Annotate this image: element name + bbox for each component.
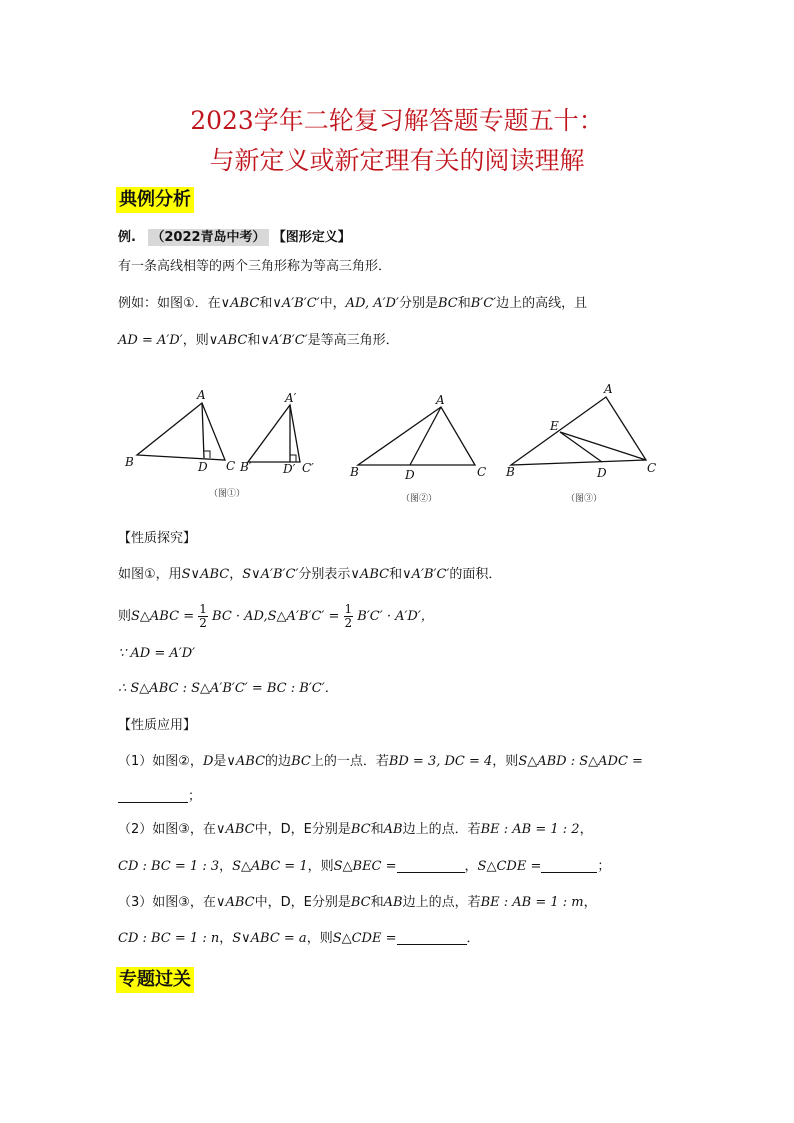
explore-l2-eq1: = xyxy=(183,609,195,624)
q2-and: 和 xyxy=(370,822,384,837)
fig1-label-d-prime: D′ xyxy=(283,462,296,476)
fig3-label-d: D xyxy=(597,466,607,480)
q2-cd-bc: CD : BC = 1 : 3 xyxy=(118,859,220,874)
explore-l1-t1: ∨ABC xyxy=(350,567,390,582)
q3-equation: BE : AB = 1 : m xyxy=(480,895,584,910)
q2-c: 分别是 xyxy=(311,822,351,837)
fraction-denominator: 2 xyxy=(199,616,207,630)
fig3-label-a: A xyxy=(604,382,613,396)
fig1-caption: （图①） xyxy=(209,489,246,499)
fig2-segment-ad xyxy=(410,407,441,465)
q1-triangle: ∨ABC xyxy=(226,754,266,769)
example-tag: 【图形定义】 xyxy=(272,230,351,245)
explore-l2-eq2: = xyxy=(328,609,340,624)
ex-zhong: 中， xyxy=(319,296,346,311)
explore-l1-a: 如图①，用 xyxy=(118,567,182,582)
q1-end: ； xyxy=(188,789,202,804)
question-3-line-2 xyxy=(118,929,480,949)
section-heading-special-topic: 专题过关 xyxy=(116,967,194,993)
q3-a: （3）如图③，在 xyxy=(118,895,216,910)
q1-a: （1）如图②， xyxy=(118,754,203,769)
figure-1 xyxy=(137,403,300,462)
eq-triangle-2: ∨A′B′C′ xyxy=(260,333,308,348)
q3-comma: ， xyxy=(583,895,597,910)
fig2-label-b: B xyxy=(350,465,359,479)
q2-bc: BC xyxy=(350,822,371,837)
explore-line-2 xyxy=(118,603,434,631)
fig1-altitude-ad xyxy=(202,403,204,458)
fig1-label-c: C xyxy=(226,459,236,473)
fraction-one-half xyxy=(198,603,208,630)
fig1-label-c-prime: C′ xyxy=(302,461,314,475)
fig3-label-e: E xyxy=(550,419,559,433)
explore-l2-then: 则 xyxy=(118,609,132,624)
fig3-segment-ed xyxy=(560,432,602,462)
q1-e: 上的一点．若 xyxy=(310,754,389,769)
q3-area-cde: S△CDE = xyxy=(332,931,397,946)
fig1-label-d: D xyxy=(198,460,208,474)
q3-l2-sep: ， xyxy=(219,931,233,946)
fraction-numerator: 1 xyxy=(199,602,207,616)
example-source-badge: （2022青岛中考） xyxy=(148,229,268,246)
ex-mid: 分别是 xyxy=(398,296,438,311)
q2-l2-end: ； xyxy=(597,859,611,874)
q3-bc: BC xyxy=(350,895,371,910)
q3-cd-bc: CD : BC = 1 : n xyxy=(118,931,220,946)
fig1-label-a-prime: A′ xyxy=(285,391,297,405)
q3-and: 和 xyxy=(370,895,384,910)
eq-ad: AD = A′D′ xyxy=(118,333,183,348)
ex-triangle-1: ∨ABC xyxy=(220,296,260,311)
page-title-line-2: 与新定义或新定理有关的阅读理解 xyxy=(209,146,585,175)
explore-because: ∵ AD = A′D′ xyxy=(118,646,196,661)
q2-answer-blank-1[interactable] xyxy=(397,858,465,873)
q3-d: 边上的点，若 xyxy=(402,895,481,910)
q3-l2-end: ． xyxy=(466,931,480,946)
q3-b: 中， xyxy=(254,895,281,910)
ex-and: 和 xyxy=(259,296,273,311)
q2-area-given: S△ABC = 1 xyxy=(232,859,308,874)
fraction-numerator-2: 1 xyxy=(344,602,353,616)
fig1-triangle-a-prime xyxy=(248,405,300,462)
q3-c: 分别是 xyxy=(311,895,351,910)
q3-ab: AB xyxy=(383,895,403,910)
q2-l2-then: ，则 xyxy=(307,859,334,874)
q3-answer-blank[interactable] xyxy=(397,930,467,945)
q2-equation: BE : AB = 1 : 2 xyxy=(480,822,580,837)
q1-d: D xyxy=(202,754,214,769)
q2-answer-blank-2[interactable] xyxy=(541,858,597,873)
explore-l1-t2: ∨A′B′C′ xyxy=(402,567,450,582)
fig1-right-angle xyxy=(204,451,210,458)
explore-l2-s1: S△ABC xyxy=(131,609,180,624)
explore-therefore: ∴ S△ABC : S△A′B′C′ = BC : B′C′． xyxy=(118,681,338,696)
figure-3 xyxy=(511,397,646,465)
q3-l2-then: ，则 xyxy=(306,931,333,946)
fig3-label-c: C xyxy=(647,461,657,475)
explore-l2-rest2: B′C′ · A′D′， xyxy=(357,609,434,624)
fig2-label-d: D xyxy=(405,468,415,482)
q2-d: 边上的点．若 xyxy=(402,822,481,837)
q1-f: ，则 xyxy=(492,754,519,769)
page-title-line-1: 2023学年二轮复习解答题专题五十： xyxy=(190,106,604,135)
explore-l1-sep: ， xyxy=(229,567,243,582)
ex-segments: AD, A′D′ xyxy=(345,296,399,311)
q2-l2-sep: ， xyxy=(219,859,233,874)
ex-end: 边上的高线，且 xyxy=(496,296,588,311)
q2-de: D，E xyxy=(280,822,312,837)
question-2 xyxy=(118,820,593,840)
fig3-caption: （图③） xyxy=(566,494,603,504)
definition-text: 有一条高线相等的两个三角形称为等高三角形． xyxy=(118,259,392,274)
ex-bc-prime: B′C′ xyxy=(470,296,497,311)
explore-l2-rest1: BC · AD, xyxy=(212,609,268,624)
eq-tail-2: 是等高三角形． xyxy=(307,333,399,348)
fig2-label-a: A xyxy=(436,393,445,407)
ex-and-2: 和 xyxy=(457,296,471,311)
question-3 xyxy=(118,893,597,913)
apply-heading: 【性质应用】 xyxy=(118,718,197,733)
eq-tail-1: ，则 xyxy=(182,333,209,348)
fig3-triangle-abc xyxy=(511,397,646,465)
fig3-segment-ec xyxy=(560,432,646,460)
explore-l1-s1: S∨ABC xyxy=(181,567,230,582)
q3-de: D，E xyxy=(280,895,312,910)
figure-2 xyxy=(358,407,475,465)
fig2-triangle-abc xyxy=(358,407,475,465)
fig1-label-b: B xyxy=(125,455,134,469)
fig1-right-angle-2 xyxy=(290,455,296,462)
explore-l1-c: 的面积． xyxy=(449,567,502,582)
q2-l2-sep2: ， xyxy=(464,859,478,874)
eq-triangle-1: ∨ABC xyxy=(208,333,248,348)
fraction-denominator-2: 2 xyxy=(344,616,353,630)
q1-b: 是 xyxy=(213,754,227,769)
q2-b: 中， xyxy=(254,822,281,837)
explore-heading: 【性质探究】 xyxy=(118,531,197,546)
q2-a: （2）如图③，在 xyxy=(118,822,216,837)
question-1 xyxy=(118,752,643,772)
fraction-one-half-2 xyxy=(344,603,354,630)
explore-l1-s2: S∨A′B′C′ xyxy=(242,567,299,582)
q3-area-given: S∨ABC = a xyxy=(232,931,307,946)
fig1-label-a: A xyxy=(197,388,206,402)
ex-triangle-2: ∨A′B′C′ xyxy=(272,296,320,311)
q1-answer-blank[interactable] xyxy=(118,788,188,803)
q2-ab: AB xyxy=(383,822,403,837)
fig1-label-b-prime: B′ xyxy=(240,460,252,474)
question-2-line-2 xyxy=(118,857,610,877)
q1-ratio: S△ABD : S△ADC = xyxy=(518,754,643,769)
fig1-triangle-abc xyxy=(137,403,225,460)
q1-c: 的边 xyxy=(265,754,292,769)
q2-comma: ， xyxy=(579,822,593,837)
section-heading-example-analysis: 典例分析 xyxy=(116,187,194,213)
fig2-label-c: C xyxy=(477,465,487,479)
q2-triangle: ∨ABC xyxy=(215,822,255,837)
q2-area-cde: S△CDE = xyxy=(477,859,542,874)
question-1-answer-line xyxy=(118,787,201,807)
explore-l1-and: 和 xyxy=(389,567,403,582)
ex-prefix: 例如：如图①．在 xyxy=(118,296,221,311)
explore-l1-b: 分别表示 xyxy=(298,567,351,582)
ex-bc: BC xyxy=(437,296,458,311)
q2-area-bec: S△BEC = xyxy=(333,859,397,874)
example-label: 例. xyxy=(118,230,136,245)
explore-line-1 xyxy=(118,565,501,585)
explore-l2-s2: S△A′B′C′ xyxy=(267,609,325,624)
q1-equation: BD = 3, DC = 4 xyxy=(388,754,493,769)
eq-and: 和 xyxy=(247,333,261,348)
q3-triangle: ∨ABC xyxy=(215,895,255,910)
fig2-caption: （图②） xyxy=(401,494,438,504)
q1-bc: BC xyxy=(291,754,311,769)
fig3-label-b: B xyxy=(506,465,515,479)
